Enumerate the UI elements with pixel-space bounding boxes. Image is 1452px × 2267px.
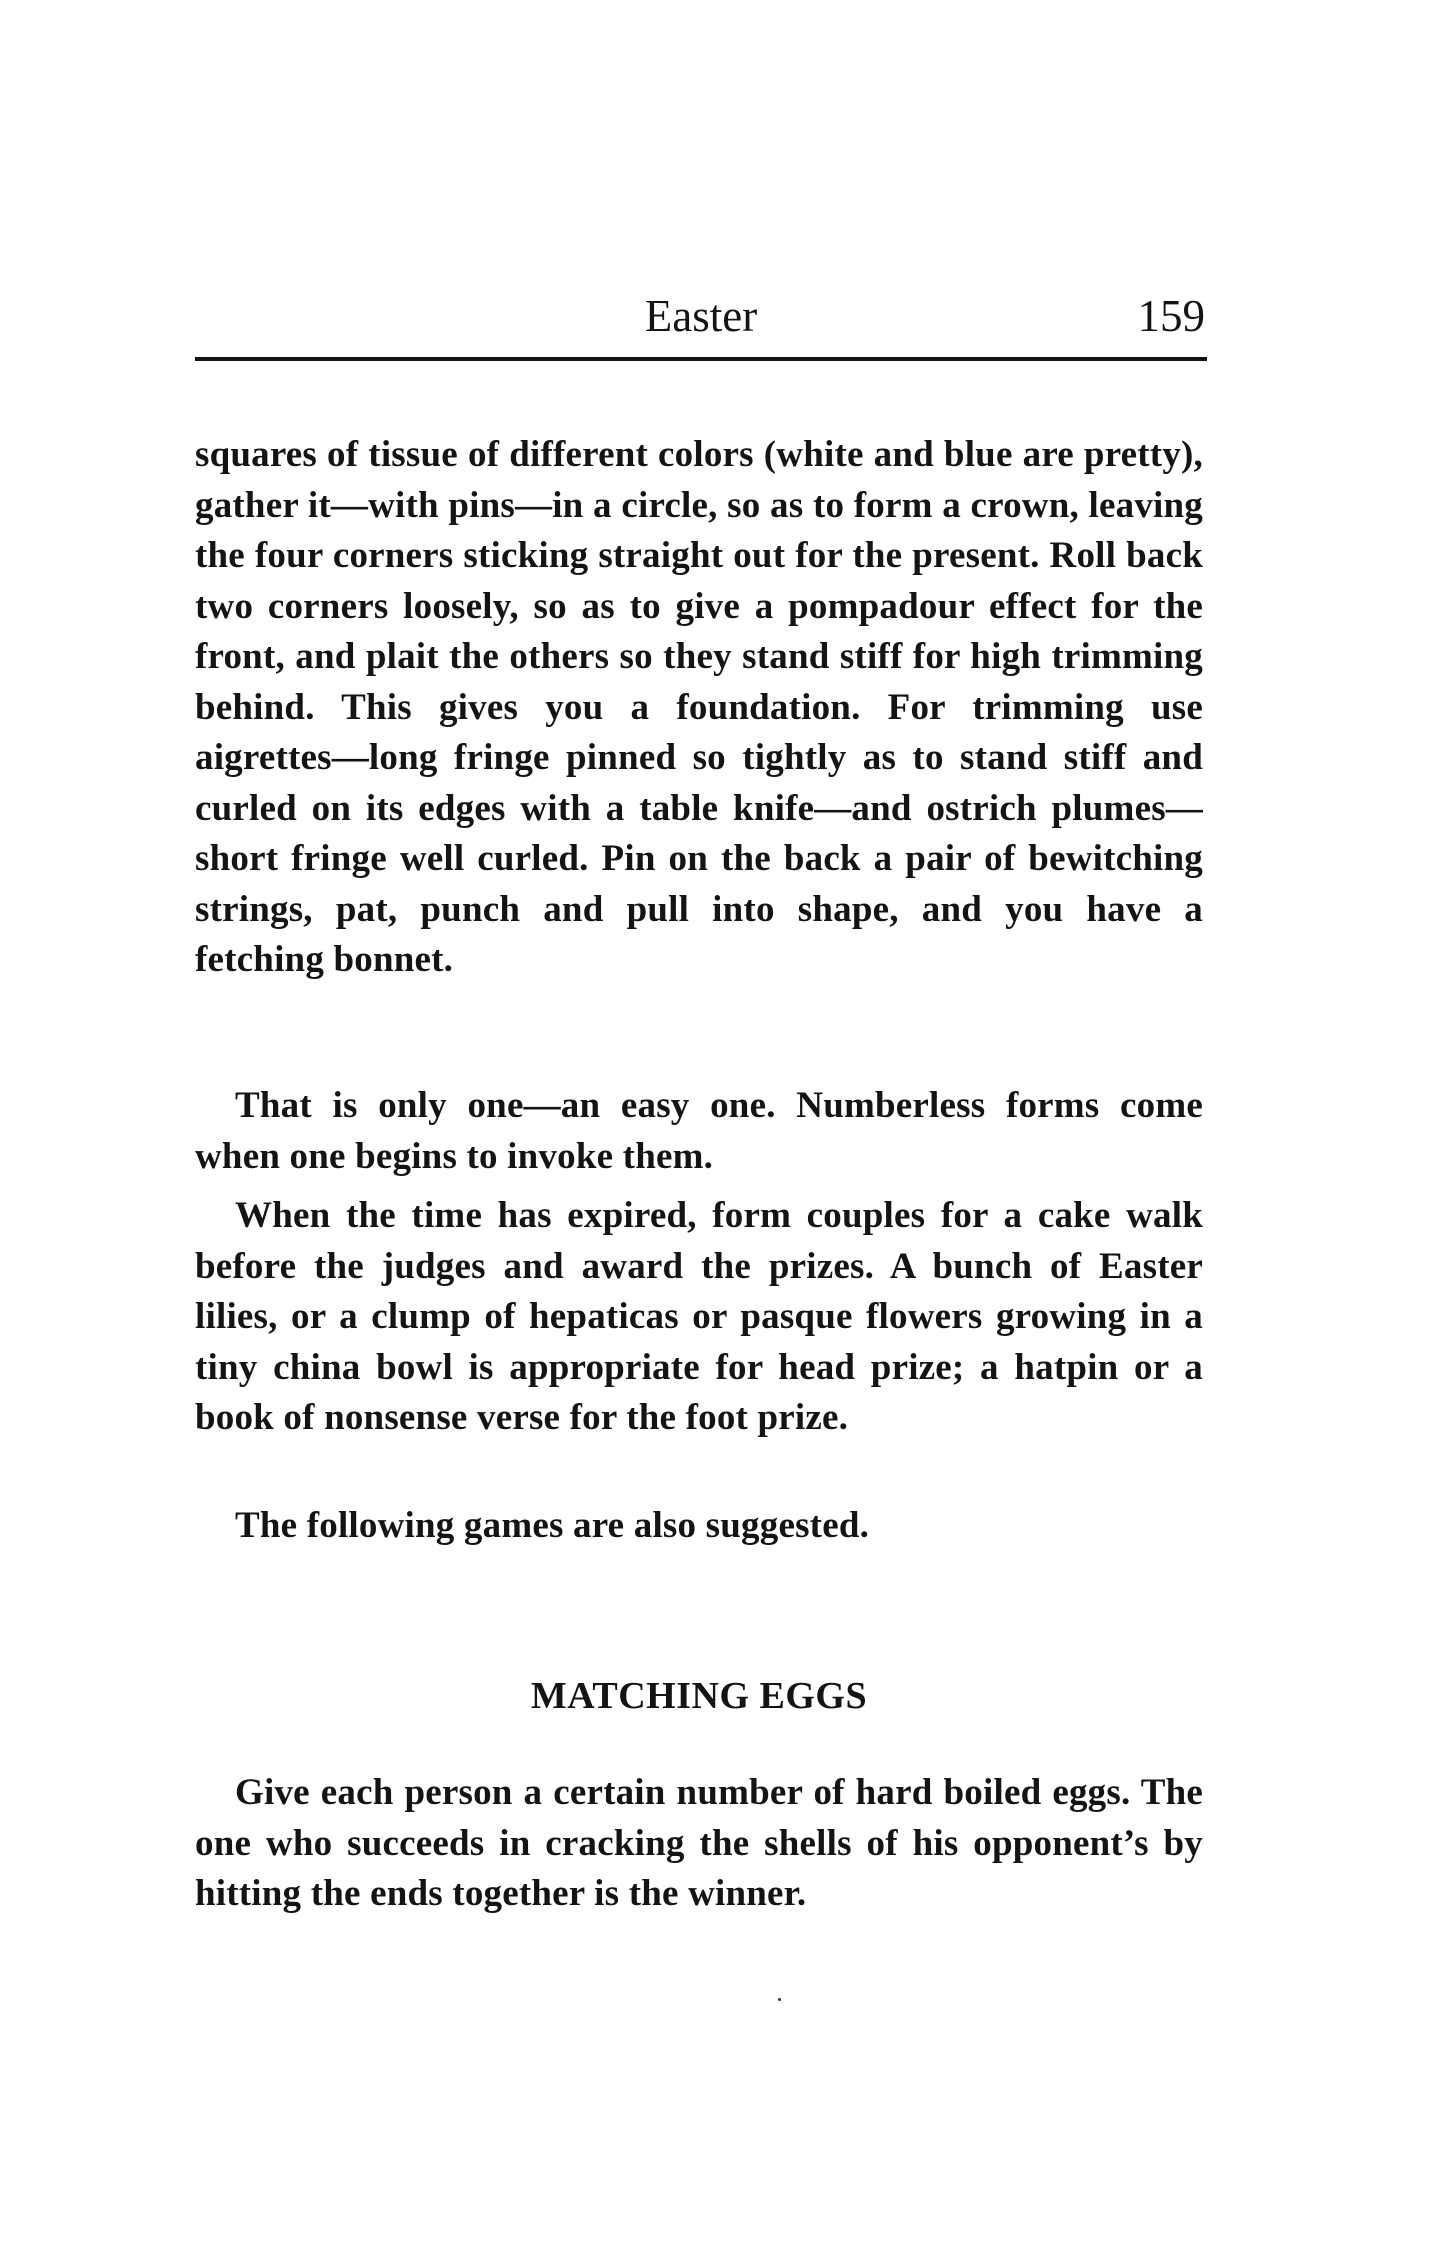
header-rule (195, 357, 1207, 361)
paragraph-4: The following games are also suggested. (235, 1505, 870, 1546)
page-number: 159 (1137, 291, 1205, 341)
paragraph-3: When the time has expired, form couples for a cake walk before the judges and award the prizes. A bunch of Easter lilies, or a clump of hepaticas or pasque flowers growing in a tiny china bowl is appropriate for head prize; a hatpin or a book of nonsense verse for the foot prize. (195, 1195, 1203, 1438)
stray-mark (778, 1998, 781, 2001)
paragraph-1: squares of tissue of different colors (white and blue are pretty), gather it—with pins—in a circle, so as to form a crown, leaving the four corners sticking straight out for the present. Roll back two corners loosely, so as to give a pompadour effect for the front, and plait the others so they stand stiff for high trimming behind. This gives you a foundation. For trimming use aigrettes—long fringe pinned so tightly as to stand stiff and curled on its edges with a table knife—and ostrich plumes—short fringe well curled. Pin on the back a pair of bewitching strings, pat, punch and pull into shape, and you have a fetching bonnet. (195, 434, 1203, 980)
running-header (195, 288, 1207, 344)
paragraph-2: That is only one—an easy one. Numberless forms come when one begins to invoke them. (195, 1085, 1203, 1177)
running-title: Easter (644, 291, 758, 341)
section-body: Give each person a certain number of hard boiled eggs. The one who succeeds in cracking the shells of his opponent’s by hitting the ends together is the winner. (195, 1772, 1203, 1914)
section-heading: MATCHING EGGS (530, 1675, 868, 1717)
